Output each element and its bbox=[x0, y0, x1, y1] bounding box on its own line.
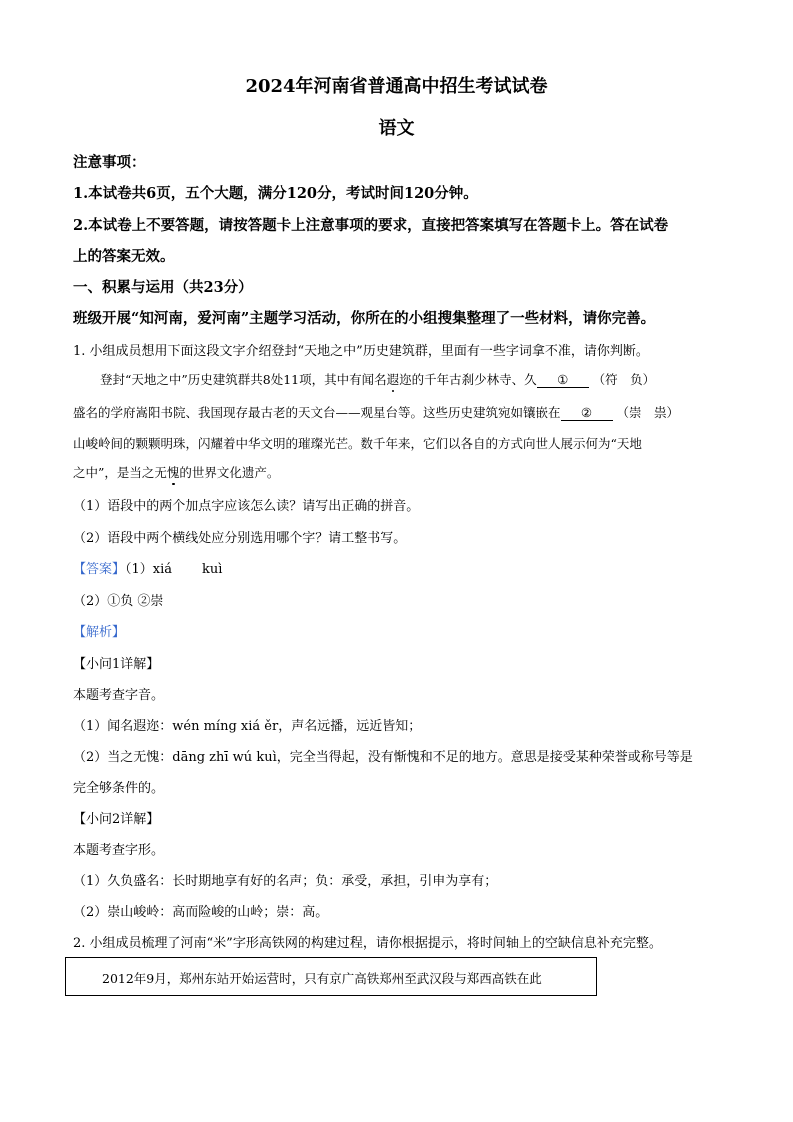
answer-prefix: （1） bbox=[125, 562, 153, 577]
choice-hint-2: （崇 祟） bbox=[616, 405, 680, 420]
detail-1-item-a: （1）闻名遐迩：wén míng xiá ěr，声名远播，远近皆知； bbox=[73, 719, 422, 734]
subject-title: 语文 bbox=[378, 118, 415, 139]
answer-line-2: （2）①负 ②崇 bbox=[73, 594, 164, 609]
detail-2-tag: 【小问2详解】 bbox=[73, 812, 160, 827]
analysis-tag: 【解析】 bbox=[73, 625, 126, 640]
dotted-char-kui: 愧 bbox=[166, 465, 180, 480]
detail-2-item-a: （1）久负盛名：长时期地享有好的名声；负：承受，承担，引申为享有； bbox=[73, 874, 498, 889]
question-1-stem: 1. 小组成员想用下面这段文字介绍登封“天地之中”历史建筑群，里面有一些字词拿不准，请你判断。 bbox=[73, 344, 649, 359]
answer-tag: 【答案】 bbox=[73, 562, 126, 577]
detail-2-item-b: （2）崇山峻岭：高而险峻的山岭；崇：高。 bbox=[73, 905, 329, 920]
passage-line-4 bbox=[73, 463, 279, 481]
question-2-stem: 2. 小组成员梳理了河南“米”字形高铁网的构建过程，请你根据提示，将时间轴上的空缺信息补充完整。 bbox=[73, 936, 662, 951]
blank-1: ① bbox=[537, 373, 589, 388]
dotted-char-xia: 遐 bbox=[386, 372, 400, 387]
passage-text: 登封“天地之中”历史建筑群共8处11项，其中有闻名 bbox=[100, 372, 387, 387]
exam-title: 2024年河南省普通高中招生考试试卷 bbox=[245, 76, 548, 97]
sub-question-1: （1）语段中的两个加点字应该怎么读？请写出正确的拼音。 bbox=[73, 499, 420, 514]
passage-text: 盛名的学府嵩阳书院、我国现存最古老的天文台——观星台等。这些历史建筑宛如镶嵌在 bbox=[73, 405, 561, 420]
notice-item-2-line-1: 2.本试卷上不要答题，请按答题卡上注意事项的要求，直接把答案填写在答题卡上。答在试卷 bbox=[73, 217, 669, 234]
passage-text: 的世界文化遗产。 bbox=[179, 465, 280, 480]
blank-2: ② bbox=[561, 406, 613, 421]
info-box-text: 2012年9月，郑州东站开始运营时，只有京广高铁郑州至武汉段与郑西高铁在此 bbox=[102, 971, 542, 986]
notice-item-1: 1.本试卷共6页，五个大题，满分120分，考试时间120分钟。 bbox=[73, 185, 478, 202]
answer-pinyin-2: kuì bbox=[202, 562, 223, 577]
passage-text: 迩的千年古刹少林寺、久 bbox=[399, 372, 537, 387]
passage-line-3: 山峻岭间的颗颗明珠，闪耀着中华文明的璀璨光芒。数千年来，它们以各自的方式向世人展示何为“天地 bbox=[73, 436, 642, 451]
notice-heading: 注意事项： bbox=[73, 154, 146, 171]
answer-pinyin-1: xiá bbox=[152, 562, 173, 577]
section-1-heading: 一、积累与运用（共23分） bbox=[73, 279, 253, 296]
section-1-intro: 班级开展“知河南，爱河南”主题学习活动，你所在的小组搜集整理了一些材料，请你完善。 bbox=[73, 310, 656, 327]
passage-line-2 bbox=[73, 403, 679, 421]
notice-item-2-line-2: 上的答案无效。 bbox=[73, 248, 175, 265]
detail-1-tag: 【小问1详解】 bbox=[73, 657, 160, 672]
sub-question-2: （2）语段中两个横线处应分别选用哪个字？请工整书写。 bbox=[73, 531, 407, 546]
choice-hint-1: （符 负） bbox=[592, 372, 656, 387]
detail-2-intro: 本题考查字形。 bbox=[73, 843, 165, 858]
detail-1-intro: 本题考查字音。 bbox=[73, 688, 165, 703]
detail-1-item-b-line-1: （2）当之无愧：dāng zhī wú kuì，完全当得起，没有惭愧和不足的地方。意思是接受某种荣誉或称号等是 bbox=[73, 750, 693, 765]
passage-line-1 bbox=[100, 370, 655, 388]
passage-text: 之中”，是当之无 bbox=[73, 465, 167, 480]
answer-line-1 bbox=[73, 558, 222, 577]
detail-1-item-b-line-2: 完全够条件的。 bbox=[73, 781, 165, 796]
info-box bbox=[65, 957, 597, 996]
